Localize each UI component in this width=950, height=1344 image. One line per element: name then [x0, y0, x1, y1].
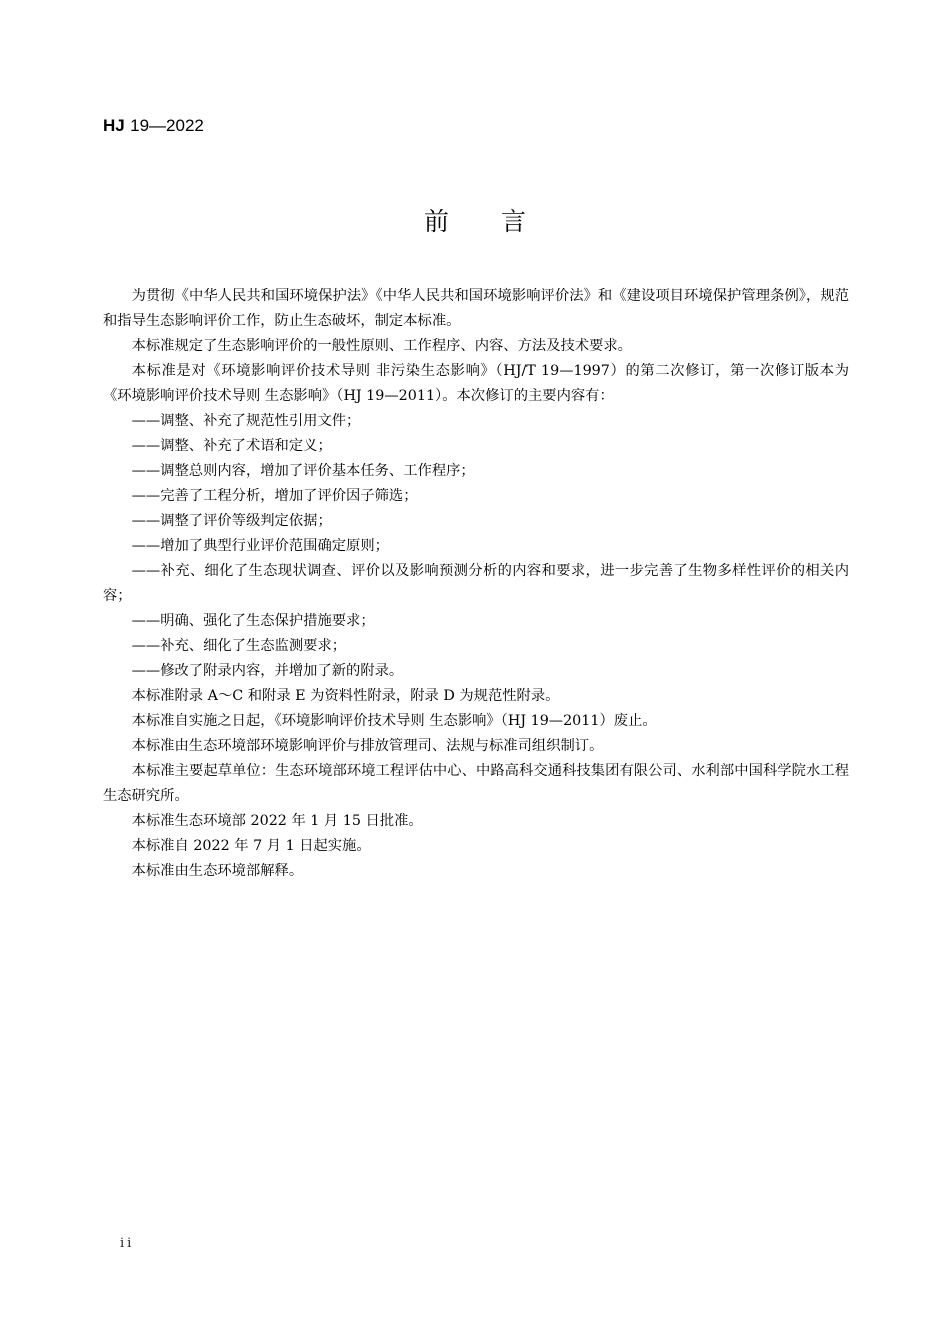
title-char-2: 言 — [501, 207, 527, 236]
title-char-1: 前 — [423, 207, 449, 236]
paragraph: 本标准主要起草单位：生态环境部环境工程评估中心、中路高科交通科技集团有限公司、水利部中国科学院水工程生态研究所。 — [103, 763, 849, 804]
document-code — [103, 116, 204, 136]
paragraph: 本标准自实施之日起，《环境影响评价技术导则 生态影响》（HJ 19—2011）废止。 — [131, 713, 657, 729]
standard-number: 19—2022 — [130, 116, 204, 135]
list-item: ——完善了工程分析，增加了评价因子筛选； — [131, 488, 418, 504]
list-item: ——调整、补充了术语和定义； — [131, 438, 332, 454]
paragraph: 本标准附录 A～C 和附录 E 为资料性附录，附录 D 为规范性附录。 — [131, 688, 560, 704]
list-item: ——修改了附录内容，并增加了新的附录。 — [131, 663, 404, 679]
list-item: ——补充、细化了生态现状调查、评价以及影响预测分析的内容和要求，进一步完善了生物多样性评价的相关内容； — [103, 563, 849, 604]
paragraph: 本标准是对《环境影响评价技术导则 非污染生态影响》（HJ/T 19—1997）的第二次修订，第一次修订版本为《环境影响评价技术导则 生态影响》（HJ 19—2011）。本次修订的主要内容有： — [103, 363, 849, 404]
foreword-body — [103, 284, 849, 884]
paragraph: 本标准规定了生态影响评价的一般性原则、工作程序、内容、方法及技术要求。 — [131, 338, 632, 354]
page-title — [0, 206, 950, 238]
list-item: ——明确、强化了生态保护措施要求； — [131, 613, 375, 629]
paragraph: 本标准生态环境部 2022 年 1 月 15 日批准。 — [131, 813, 423, 829]
standard-prefix: HJ — [103, 116, 125, 135]
paragraph: 本标准自 2022 年 7 月 1 日起实施。 — [131, 838, 371, 854]
list-item: ——调整了评价等级判定依据； — [131, 513, 332, 529]
paragraph: 本标准由生态环境部解释。 — [131, 863, 304, 879]
list-item: ——调整、补充了规范性引用文件； — [131, 413, 361, 429]
page-number: ii — [120, 1236, 135, 1251]
list-item: ——增加了典型行业评价范围确定原则； — [131, 538, 389, 554]
paragraph: 本标准由生态环境部环境影响评价与排放管理司、法规与标准司组织制订。 — [131, 738, 604, 754]
list-item: ——补充、细化了生态监测要求； — [131, 638, 347, 654]
list-item: ——调整总则内容，增加了评价基本任务、工作程序； — [131, 463, 475, 479]
paragraph: 为贯彻《中华人民共和国环境保护法》《中华人民共和国环境影响评价法》和《建设项目环境保护管理条例》，规范和指导生态影响评价工作，防止生态破坏，制定本标准。 — [103, 288, 849, 329]
